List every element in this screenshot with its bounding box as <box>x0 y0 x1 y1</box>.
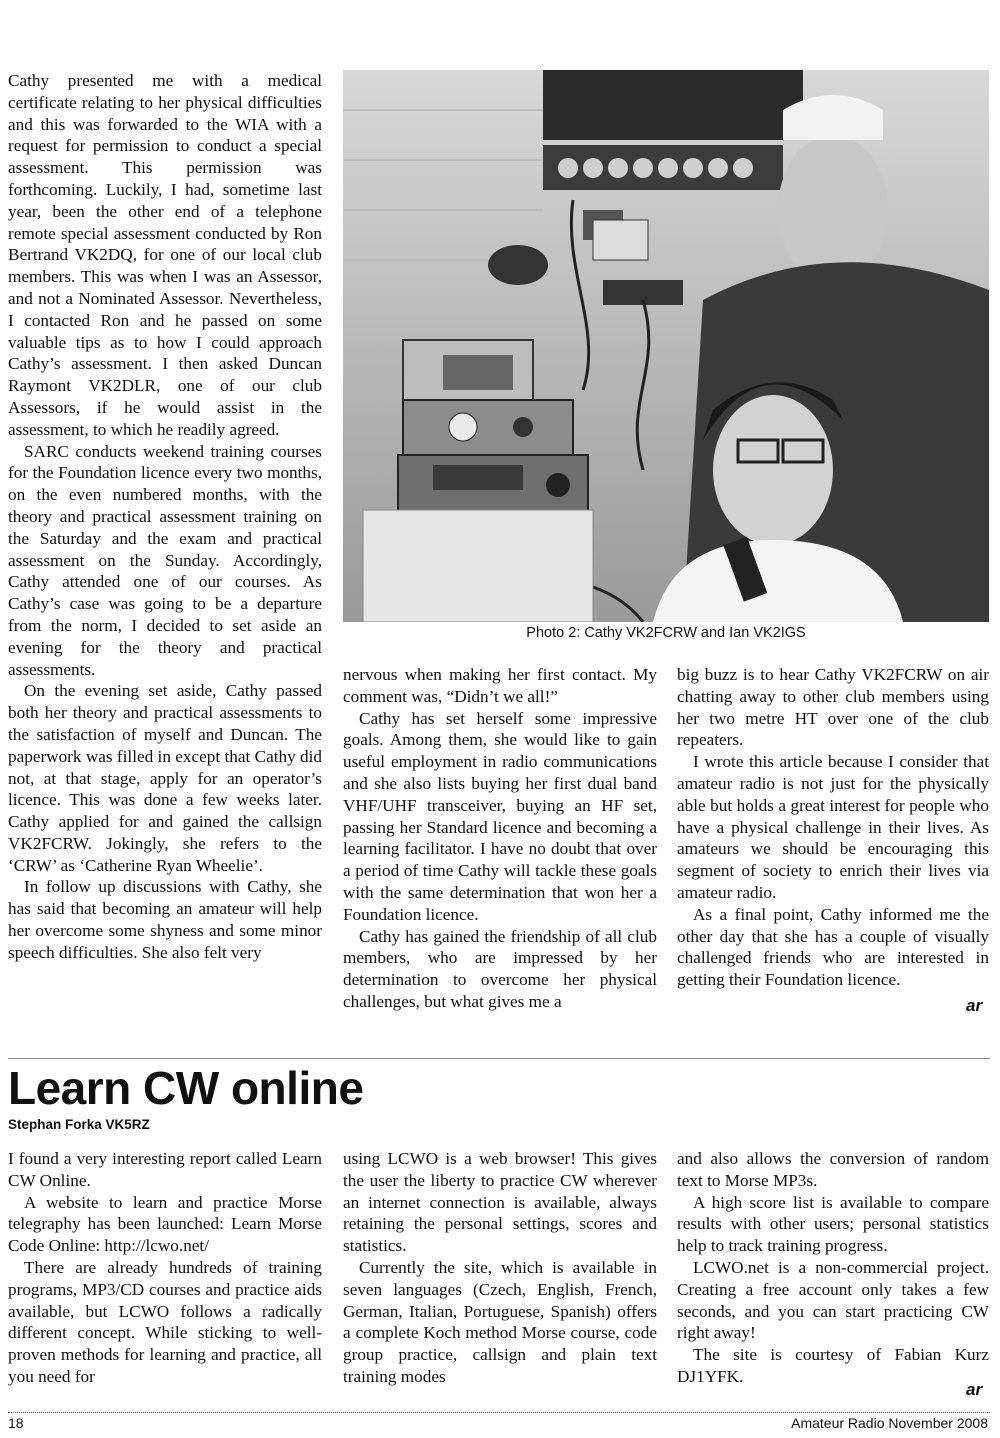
article2-title: Learn CW online <box>8 1062 364 1114</box>
paragraph: Currently the site, which is available in seven languages (Czech, English, French, German, Italian, Portuguese, Spanish) offers a complete Koch method Morse course, code group practice, callsign and plain text training modes <box>343 1257 657 1386</box>
paragraph: A website to learn and practice Morse telegraphy has been launched: Learn Morse Code Online: http://lcwo.net/ <box>8 1192 322 1256</box>
paragraph: big buzz is to hear Cathy VK2FCRW on air chatting away to other club members using her two metre HT over one of the club repeaters. <box>677 665 989 750</box>
paragraph: There are already hundreds of training programs, MP3/CD courses and practice aids available, but LCWO follows a radically different concept. While sticking to well-proven methods for learning and practice, all you need for <box>8 1257 322 1386</box>
paragraph: LCWO.net is a non-commercial project. Creating a free account only takes a few seconds, and you can start practicing CW right away! <box>677 1257 989 1343</box>
article1-column-2 <box>343 664 657 1013</box>
paragraph: Cathy has gained the friendship of all club members, who are impressed by her determination to overcome her physical challenges, but what gives me a <box>343 926 657 1011</box>
paragraph: A high score list is available to compare results with other users; personal statistics help to track training progress. <box>677 1192 989 1256</box>
page-number: 18 <box>8 1415 24 1431</box>
article2-end-mark: ar <box>966 1380 983 1399</box>
photo-caption: Photo 2: Cathy VK2FCRW and Ian VK2IGS <box>526 625 806 641</box>
paragraph: nervous when making her first contact. My comment was, “Didn’t we all!” <box>343 665 657 706</box>
paragraph: I wrote this article because I consider that amateur radio is not just for the physically able but holds a great interest for people who have a physical challenge in their lives. As amateurs we should be encouraging this segment of society to enrich their lives via amateur radio. <box>677 752 989 902</box>
paragraph: and also allows the conversion of random text to Morse MP3s. <box>677 1149 989 1190</box>
paragraph: using LCWO is a web browser! This gives the user the liberty to practice CW wherever an internet connection is available, always retaining the personal settings, scores and statistics. <box>343 1149 657 1256</box>
photo-illustration <box>343 70 989 622</box>
article2-column-2 <box>343 1148 657 1388</box>
paragraph: I found a very interesting report called Learn CW Online. <box>8 1149 322 1190</box>
paragraph: In follow up discussions with Cathy, she has said that becoming an amateur will help her overcome some shyness and some minor speech difficulties. She also felt very <box>8 877 322 962</box>
article2-column-1 <box>8 1148 322 1388</box>
photo-cathy-and-ian <box>343 70 989 622</box>
article2-author: Stephan Forka VK5RZ <box>8 1117 150 1132</box>
paragraph: The site is courtesy of Fabian Kurz DJ1YFK. <box>677 1345 989 1386</box>
paragraph: SARC conducts weekend training courses for the Foundation licence every two months, on the even numbered months, with the theory and practical assessment training on the Saturday and the exam and practical assessment on the Sunday. Accordingly, Cathy attended one of our courses. As Cathy’s case was going to be a departure from the norm, I decided to set aside an evening for the theory and practical assessments. <box>8 441 322 679</box>
article1-end-mark: ar <box>966 996 983 1015</box>
paragraph: Cathy has set herself some impressive goals. Among them, she would like to gain useful employment in radio communications and she also lists buying her first dual band VHF/UHF transceiver, buying an HF set, passing her Standard licence and becoming a learning facilitator. I have no doubt that over a period of time Cathy will tackle these goals with the same determination that won her a Foundation licence. <box>343 708 657 924</box>
paragraph: As a final point, Cathy informed me the other day that she has a couple of visually challenged friends who are interested in getting their Foundation licence. <box>677 904 989 990</box>
footer-rule <box>8 1412 990 1413</box>
article1-column-1 <box>8 70 322 964</box>
article2-column-3 <box>677 1148 989 1388</box>
paragraph: Cathy presented me with a medical certificate relating to her physical difficulties and this was forwarded to the WIA with a request for permission to conduct a special assessment. This permission was forthcoming. Luckily, I had, sometime last year, been the other end of a telephone remote special assessment conducted by Ron Bertrand VK2DQ, for one of our local club members. This was when I was an Assessor, and not a Nominated Assessor. Nevertheless, I contacted Ron and he passed on some valuable tips as to how I could approach Cathy’s assessment. I then asked Duncan Raymont VK2DLR, one of our club Assessors, if he would assist in the assessment, to which he readily agreed. <box>8 71 322 439</box>
publication-name: Amateur Radio November 2008 <box>791 1415 988 1431</box>
paragraph: On the evening set aside, Cathy passed both her theory and practical assessments to the satisfaction of myself and Duncan. The paperwork was filled in except that Cathy did not, at that stage, apply for an operator’s licence. This was done a few weeks later. Cathy applied for and gained the callsign VK2FCRW. Jokingly, she refers to the ‘CRW’ as ‘Catherine Ryan Wheelie’. <box>8 681 322 875</box>
article1-column-3 <box>677 664 989 991</box>
section-divider <box>8 1058 990 1059</box>
